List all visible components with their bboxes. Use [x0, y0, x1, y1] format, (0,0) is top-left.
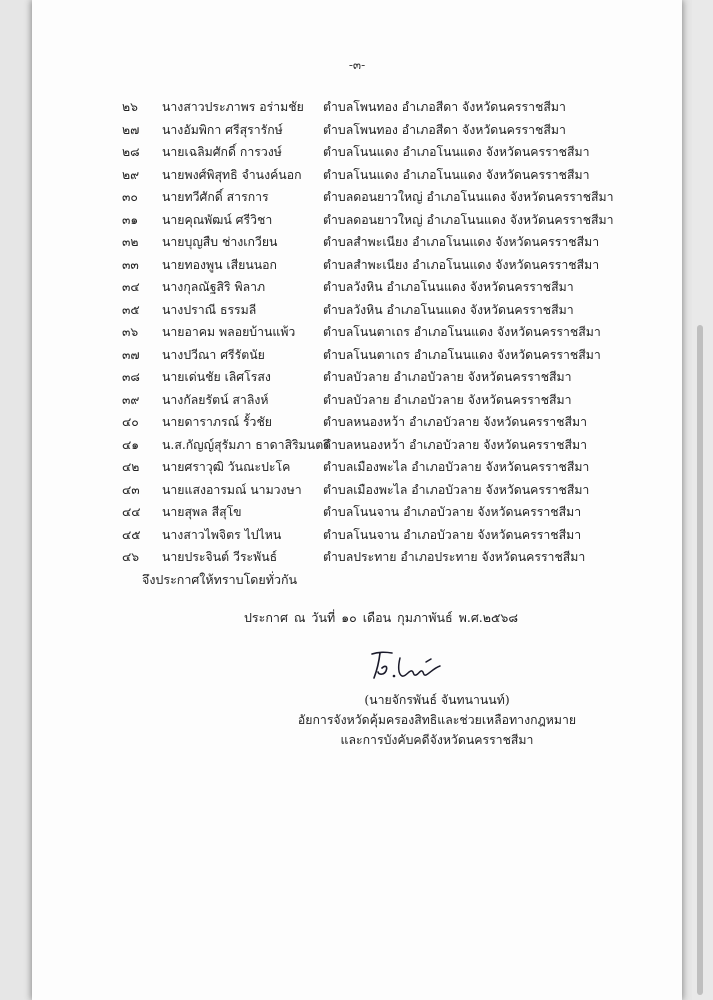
person-name: นางสาวประภาพร อร่ามชัย: [162, 100, 304, 114]
person-location: ตำบลโนนแดง อำเภอโนนแดง จังหวัดนครราชสีมา: [323, 167, 590, 182]
person-location: ตำบลวังหิน อำเภอโนนแดง จังหวัดนครราชสีมา: [323, 302, 574, 317]
list-row: [32, 209, 682, 232]
person-location: ตำบลโนนตาเถร อำเภอโนนแดง จังหวัดนครราชสีมา: [323, 325, 601, 339]
person-location: ตำบลบัวลาย อำเภอบัวลาย จังหวัดนครราชสีมา: [323, 370, 572, 384]
person-name: นางสาวไพจิตร ไปไหน: [162, 527, 282, 542]
person-name: น.ส.กัญญ์สุรัมภา ธาดาสิริมนตรี: [162, 437, 330, 452]
person-location: ตำบลโพนทอง อำเภอสีดา จังหวัดนครราชสีมา: [323, 122, 566, 137]
person-name: นายพงศ์พิสุทธิ จำนงค์นอก: [162, 167, 302, 182]
row-number: ๓๒: [122, 235, 139, 249]
row-number: ๓๗: [122, 347, 140, 362]
person-name: นายประจินต์ วีระพันธ์: [162, 550, 278, 564]
list-row: [32, 164, 682, 187]
row-number: ๓๖: [122, 325, 139, 339]
list-row: [32, 96, 682, 119]
person-location: ตำบลหนองหว้า อำเภอบัวลาย จังหวัดนครราชสีมา: [323, 437, 588, 452]
row-number: ๒๗: [122, 122, 140, 137]
person-location: ตำบลดอนยาวใหญ่ อำเภอโนนแดง จังหวัดนครราชสีมา: [323, 212, 614, 227]
person-location: ตำบลสำพะเนียง อำเภอโนนแดง จังหวัดนครราชสีมา: [323, 235, 600, 249]
row-number: ๓๘: [122, 370, 140, 384]
person-location: ตำบลวังหิน อำเภอโนนแดง จังหวัดนครราชสีมา: [323, 280, 574, 294]
row-number: ๔๑: [122, 437, 140, 452]
signatory-title-line1: อัยการจังหวัดคุ้มครองสิทธิและช่วยเหลือทางกฎหมาย: [297, 713, 577, 727]
person-name: นายแสงอารมณ์ นามวงษา: [162, 482, 302, 497]
list-row: [32, 546, 682, 569]
person-name: นายทวีศักดิ์ สารการ: [162, 190, 269, 204]
list-row: [32, 231, 682, 254]
row-number: ๓๓: [122, 257, 139, 272]
person-name: นายอาคม พลอยบ้านแพ้ว: [162, 325, 296, 339]
person-location: ตำบลบัวลาย อำเภอบัวลาย จังหวัดนครราชสีมา: [323, 392, 572, 407]
person-location: ตำบลหนองหว้า อำเภอบัวลาย จังหวัดนครราชสีมา: [323, 415, 588, 429]
person-location: ตำบลเมืองพะไล อำเภอบัวลาย จังหวัดนครราชสีมา: [323, 460, 590, 474]
signatory-name: (นายจักรพันธ์ จันทนานนท์): [364, 693, 510, 707]
scrollbar-thumb[interactable]: [697, 325, 703, 995]
row-number: ๒๙: [122, 167, 140, 182]
list-row: [32, 411, 682, 434]
person-location: ตำบลโนนจาน อำเภอบัวลาย จังหวัดนครราชสีมา: [323, 505, 582, 519]
list-row: [32, 366, 682, 389]
name-list: [32, 96, 682, 569]
list-row: [32, 276, 682, 299]
list-row: [32, 344, 682, 367]
row-number: ๔๐: [122, 415, 139, 429]
signature-block: [292, 640, 582, 750]
list-row: [32, 119, 682, 142]
document-page: [32, 0, 682, 1000]
list-row: [32, 479, 682, 502]
person-name: นางปราณี ธรรมลี: [162, 302, 257, 317]
row-number: ๓๕: [122, 302, 140, 317]
row-number: ๔๖: [122, 550, 140, 564]
person-name: นางอัมพิกา ศรีสุรารักษ์: [162, 122, 283, 137]
person-name: นายเฉลิมศักดิ์ การวงษ์: [162, 145, 282, 159]
person-location: ตำบลประทาย อำเภอประทาย จังหวัดนครราชสีมา: [323, 550, 586, 564]
list-row: [32, 299, 682, 322]
list-row: [32, 321, 682, 344]
person-name: นายสุพล สีสุโข: [162, 505, 242, 519]
closing-statement: จึงประกาศให้ทราบโดยทั่วกัน: [142, 572, 298, 587]
person-location: ตำบลโพนทอง อำเภอสีดา จังหวัดนครราชสีมา: [323, 100, 566, 114]
person-name: นางกุลณัฐสิริ พิลาภ: [162, 280, 266, 294]
row-number: ๔๒: [122, 460, 140, 474]
person-name: นายคุณพัฒน์ ศรีวิชา: [162, 212, 273, 227]
row-number: ๔๓: [122, 482, 140, 497]
row-number: ๒๖: [122, 100, 138, 114]
row-number: ๓๑: [122, 212, 139, 227]
person-location: ตำบลโนนแดง อำเภอโนนแดง จังหวัดนครราชสีมา: [323, 145, 590, 159]
list-row: [32, 141, 682, 164]
announcement-date: ประกาศ ณ วันที่ ๑๐ เดือน กุมภาพันธ์ พ.ศ.๒๕๖๘: [244, 610, 519, 625]
list-row: [32, 524, 682, 547]
person-name: นายศราวุฒิ วันณะปะโค: [162, 460, 291, 474]
person-name: นางกัลยรัตน์ สาลิงห์: [162, 392, 269, 407]
person-name: นางปวีณา ศรีรัตนัย: [162, 347, 265, 362]
list-row: [32, 254, 682, 277]
row-number: ๓๔: [122, 280, 140, 294]
person-name: นายทองพูน เสียนนอก: [162, 257, 277, 272]
list-row: [32, 501, 682, 524]
row-number: ๓๐: [122, 190, 138, 204]
person-name: นายเด่นชัย เลิศโรสง: [162, 370, 271, 384]
person-location: ตำบลโนนตาเถร อำเภอโนนแดง จังหวัดนครราชสีมา: [323, 347, 601, 362]
signatory-title-line2: และการบังคับคดีจังหวัดนครราชสีมา: [340, 733, 534, 747]
list-row: [32, 186, 682, 209]
list-row: [32, 389, 682, 412]
person-location: ตำบลเมืองพะไล อำเภอบัวลาย จังหวัดนครราชสีมา: [323, 482, 590, 497]
vertical-scrollbar[interactable]: [692, 0, 713, 1000]
person-location: ตำบลดอนยาวใหญ่ อำเภอโนนแดง จังหวัดนครราชสีมา: [323, 190, 614, 204]
row-number: ๒๘: [122, 145, 140, 159]
person-name: นายบุญสืบ ช่างเกวียน: [162, 235, 278, 249]
person-location: ตำบลโนนจาน อำเภอบัวลาย จังหวัดนครราชสีมา: [323, 527, 582, 542]
row-number: ๓๙: [122, 392, 140, 407]
row-number: ๔๕: [122, 527, 141, 542]
person-location: ตำบลสำพะเนียง อำเภอโนนแดง จังหวัดนครราชสีมา: [323, 257, 600, 272]
page-number: -๓-: [348, 58, 366, 72]
list-row: [32, 456, 682, 479]
person-name: นายดาราภรณ์ รั้วชัย: [162, 415, 273, 429]
row-number: ๔๔: [122, 505, 141, 519]
handwritten-signature: [352, 640, 472, 690]
list-row: [32, 434, 682, 457]
